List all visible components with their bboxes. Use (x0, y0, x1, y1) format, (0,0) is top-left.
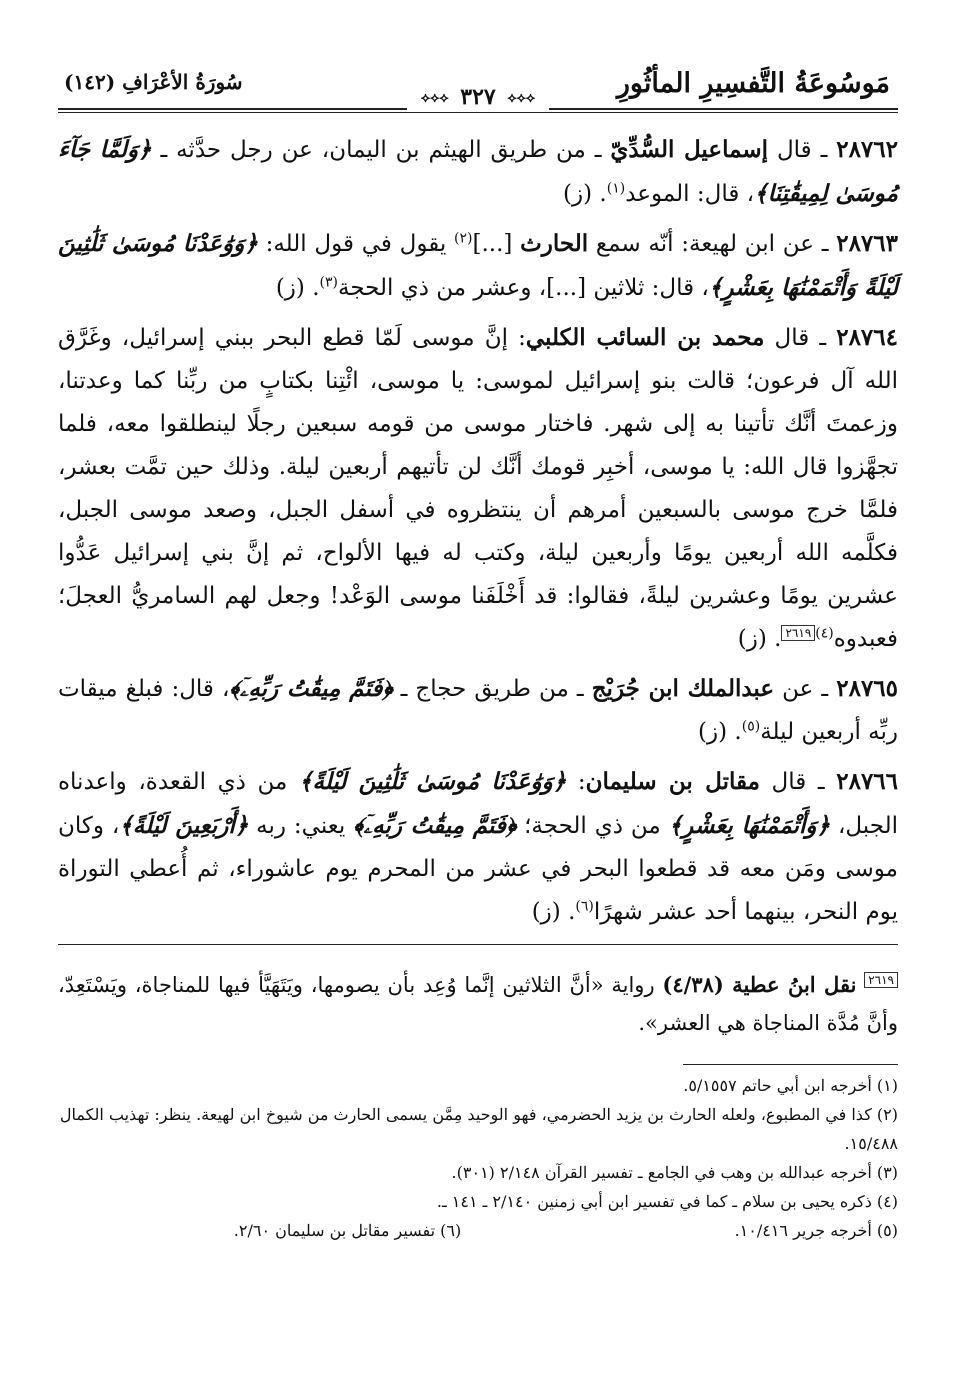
entry-number: ٢٨٧٦٦ (836, 768, 899, 795)
entry-end: . (ز) (275, 275, 320, 301)
page-number: ٣٢٧ (460, 84, 496, 110)
footnote-ref[interactable]: (٢) (454, 230, 473, 247)
surah-label: سُورَةُ الأعْرَافِ (١٤٢) (64, 70, 243, 94)
footnotes (58, 1071, 898, 1245)
quran-quote: ﴿وَوَٰعَدْنَا مُوسَىٰ ثَلَٰثِينَ لَيْلَةً وَأَتْمَمْنَٰهَا بِعَشْرٍ﴾ (58, 230, 898, 301)
entry-text: من ذي القعدة، واعدناه الجبل، (58, 769, 898, 839)
book-title: مَوسُوعَةُ التَّفسِيرِ المأثُورِ (616, 68, 890, 99)
narrator-name: إسماعيل السُّدِّيّ (610, 136, 769, 163)
footnote-ref[interactable]: (٦) (575, 898, 594, 915)
footnote-item: (٤) ذكره يحيى بن سلام ـ كما في تفسير ابن أبي زمنين ٢/١٤٠ ـ ١٤١ ـ. (436, 1192, 898, 1211)
footnote-item: (٣) أخرجه عبدالله بن وهب في الجامع ـ تفسير القرآن ٢/١٤٨ (٣٠١). (451, 1163, 898, 1182)
footnote-row (58, 1216, 898, 1245)
entry-text: : إنَّ موسى لَمّا قطع البحر ببني إسرائيل، وغَرَّق الله آل فرعون؛ قالت بنو إسرائيل لموسى: يا موسى، ائْتِنا بكتابٍ من ربِّنا كما وعدتنا، وزعمتَ أنَّك تأتينا به إلى شهر. فاختار موسى من قومه سبعين رجلًا لينطلقوا معه، فلما تجهَّزوا قال الله: يا موسى، أخبِر قومك أنَّك لن تأتيهم أربعين ليلة. وذلك حين تمَّت بعشر، فلمَّا خرج موسى بالسبعين أمرهم أن ينتظروه في أسفل الجبل، وصعد موسى الجبل، فكلَّمه الله أربعين يومًا وأربعين ليلة، وكتب له فيها الألواح، ثم إنَّ بني إسرائيل عَدُّوا عشرين يومًا وعشرين ليلةً، فقالوا: قد أَخْلَفَنا موسى الوَعْد! وجعل لهم السامريُّ العجلَ؛ فعبدوه (58, 325, 898, 652)
page-header (58, 62, 898, 128)
ornament-icon: ⟡⟡⟡ (507, 90, 536, 106)
athar-entry (58, 316, 898, 661)
entry-text: : (566, 769, 586, 795)
footnote-ref[interactable]: (١) (606, 180, 626, 197)
entry-text: ، وكان موسى ومَن معه قد قطعوا البحر في عشر من المحرم يوم عاشوراء، ثم أُعطي التوراة يوم النحر، بينهما أحد عشر شهرًا (58, 813, 898, 925)
entry-text: يقول في قول الله: (257, 231, 454, 257)
footnote-item: (٢) كذا في المطبوع، ولعله الحارث بن يزيد الحضرمي، فهو الوحيد مِمَّن يسمى الحارث من شيوخ ابن لهيعة. ينظر: تهذيب الكمال ١٥/٤٨٨. (59, 1105, 898, 1153)
footnote-item: (١) أخرجه ابن أبي حاتم ٥/١٥٥٧. (683, 1076, 898, 1095)
narrator-name: مقاتل بن سليمان (585, 768, 760, 795)
entry-text: ـ قال (759, 769, 837, 795)
note-separator (58, 944, 898, 945)
entry-number: ٢٨٧٦٥ (836, 675, 899, 702)
entry-text: من ذي الحجة؛ (516, 813, 669, 839)
entry-text: ـ من طريق الهيثم بن اليمان، عن رجل حدَّثه ـ (151, 137, 611, 163)
entry-text: ـ عن (774, 676, 837, 702)
ornament-icon: ⟡⟡⟡ (420, 90, 449, 106)
entry-number: ٢٨٧٦٢ (836, 136, 898, 163)
footnote-ref[interactable]: (٤) (815, 625, 834, 642)
footnote-ref[interactable]: (٣) (319, 274, 338, 291)
header-rule-thin (58, 112, 898, 113)
entry-text: ـ من طريق حجاج ـ (392, 676, 592, 702)
entry-end: . (ز) (563, 181, 607, 207)
note-source: نقل ابنُ عطية (٤/٣٨) (662, 972, 857, 997)
narrator-name: الحارث (520, 230, 589, 257)
footnote-item: (٥) أخرجه جرير ١٠/٤١٦. (734, 1221, 898, 1240)
narrator-name: محمد بن السائب الكلبي (525, 324, 765, 351)
note-number-box: ٢٦١٩ (864, 972, 898, 988)
entry-text: يعني: ربه (248, 813, 354, 839)
entry-text: ـ عن ابن لهيعة: أنّه سمع (588, 231, 837, 257)
note-ref-box[interactable]: ٢٦١٩ (781, 625, 815, 641)
quran-quote: ﴿وَلَمَّا جَآءَ مُوسَىٰ لِمِيقَٰتِنَا﴾ (58, 136, 898, 207)
footnote-separator (683, 1064, 898, 1065)
entry-text: ـ قال (764, 325, 837, 351)
page-number-wrap (407, 84, 549, 110)
entry-end: . (ز) (698, 719, 742, 745)
entry-text: ، قال: الموعد (625, 181, 755, 207)
athar-entry (58, 222, 898, 310)
quran-quote: ﴿وَأَتْمَمْنَٰهَا بِعَشْرٍ﴾ (668, 812, 831, 839)
entry-end: . (ز) (531, 899, 576, 925)
footnote-ref[interactable]: (٥) (741, 718, 761, 735)
footnote-item: (٦) تفسير مقاتل بن سليمان ٢/٦٠. (233, 1221, 462, 1240)
athar-entry (58, 667, 898, 754)
quran-quote: ﴿أَرْبَعِينَ لَيْلَةً﴾ (119, 812, 249, 839)
entry-number: ٢٨٧٦٣ (836, 230, 898, 257)
entry-text: ـ قال (768, 137, 837, 163)
entry-end: . (ز) (737, 626, 782, 652)
athar-entry (58, 760, 898, 934)
commentary-note (58, 966, 898, 1042)
entry-text: ، قال: ثلاثين [...]، وعشر من ذي الحجة (337, 275, 709, 301)
page (58, 62, 898, 1362)
entry-text: [...] (472, 231, 521, 257)
quran-quote: ﴿فَتَمَّ مِيقَٰتُ رَبِّهِۦٓ﴾ (229, 675, 393, 702)
quran-quote: ﴿وَوَٰعَدْنَا مُوسَىٰ ثَلَٰثِينَ لَيْلَةً﴾ (298, 768, 567, 795)
note-text: رواية «أنَّ الثلاثين إنَّما وُعِد بأن يصومها، ويَتَهَيَّأ فيها للمناجاة، ويَسْتَعِدّ، وأنَّ مُدَّة المناجاة هي العشر». (58, 973, 898, 1035)
narrator-name: عبدالملك ابن جُرَيْج (591, 675, 775, 702)
quran-quote: ﴿فَتَمَّ مِيقَٰتُ رَبِّهِۦٓ﴾ (353, 812, 517, 839)
entry-number: ٢٨٧٦٤ (836, 324, 898, 351)
athar-entry (58, 128, 898, 216)
entry-text: ، قال: فبلغ ميقات ربِّه أربعين ليلة (58, 676, 898, 745)
